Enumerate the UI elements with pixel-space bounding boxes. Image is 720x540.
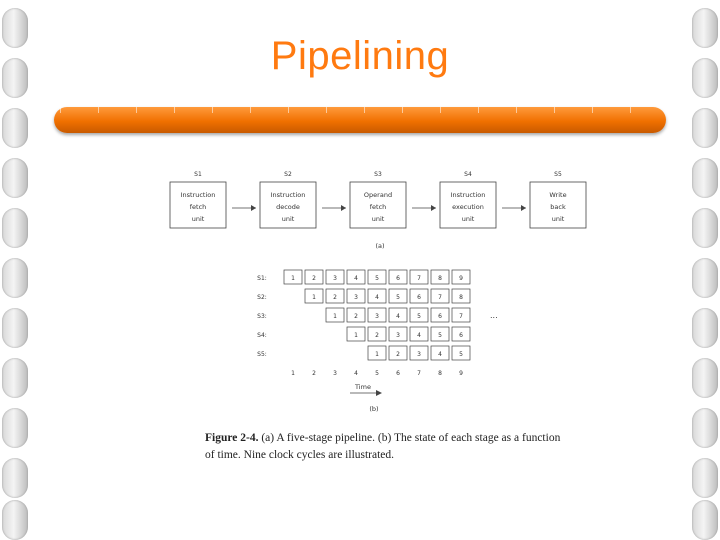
- grid-cell-value: 4: [417, 332, 421, 339]
- caption-label: Figure 2-4.: [205, 432, 259, 444]
- grid-cell-value: 5: [375, 275, 379, 282]
- binder-ring: [692, 158, 718, 198]
- grid-cell-value: 1: [333, 313, 337, 320]
- slide-title: Pipelining: [270, 34, 450, 78]
- time-tick-label: 9: [459, 370, 463, 377]
- binder-ring: [692, 358, 718, 398]
- time-tick-label: 5: [375, 370, 379, 377]
- stage-line2: fetch: [189, 203, 207, 211]
- grid-cell-value: 3: [354, 294, 358, 301]
- binder-rings-right: [680, 0, 720, 540]
- grid-cell-value: 5: [417, 313, 421, 320]
- grid-cell-value: 2: [354, 313, 358, 320]
- bar-ticks: [60, 107, 660, 113]
- stage-id-label: S2: [284, 171, 292, 178]
- binder-ring: [2, 258, 28, 298]
- time-tick-label: 4: [354, 370, 358, 377]
- grid-row-label: S5:: [257, 351, 267, 358]
- grid-cell-value: 6: [438, 313, 442, 320]
- grid-cell-value: 3: [375, 313, 379, 320]
- stage-arrow-head: [431, 205, 436, 211]
- label-b: (b): [369, 405, 379, 413]
- binder-ring: [692, 108, 718, 148]
- binder-ring: [2, 408, 28, 448]
- label-a: (a): [375, 242, 385, 250]
- time-tick-label: 2: [312, 370, 316, 377]
- binder-ring: [2, 358, 28, 398]
- stage-line3: unit: [461, 215, 475, 223]
- stage-line3: unit: [551, 215, 565, 223]
- caption-text: (a) A five-stage pipeline. (b) The state of each stage as a function of time. Nine clock cycles are illustrated.: [205, 432, 561, 461]
- binder-ring: [692, 500, 718, 540]
- grid-cell-value: 6: [417, 294, 421, 301]
- grid-cell-value: 4: [375, 294, 379, 301]
- time-tick-label: 3: [333, 370, 337, 377]
- stage-line3: unit: [191, 215, 205, 223]
- grid-cell-value: 1: [375, 351, 379, 358]
- stage-line2: decode: [276, 203, 300, 211]
- grid-cell-value: 6: [396, 275, 400, 282]
- grid-cell-value: 5: [438, 332, 442, 339]
- grid-cell-value: 2: [312, 275, 316, 282]
- binder-ring: [692, 208, 718, 248]
- binder-rings-left: [0, 0, 40, 540]
- grid-cell-value: 5: [459, 351, 463, 358]
- grid-cell-value: 4: [438, 351, 442, 358]
- stage-line2: fetch: [369, 203, 387, 211]
- stage-id-label: S1: [194, 171, 202, 178]
- stage-line2: back: [550, 203, 566, 211]
- grid-cell-value: 3: [333, 275, 337, 282]
- grid-cell-value: 7: [417, 275, 421, 282]
- stage-line3: unit: [281, 215, 295, 223]
- stage-arrow-head: [521, 205, 526, 211]
- stage-arrow-head: [341, 205, 346, 211]
- time-tick-label: 7: [417, 370, 421, 377]
- binder-ring: [692, 308, 718, 348]
- stage-line1: Instruction: [180, 191, 216, 199]
- time-tick-label: 6: [396, 370, 400, 377]
- grid-cell-value: 4: [354, 275, 358, 282]
- stage-arrow-head: [251, 205, 256, 211]
- stage-line1: Instruction: [450, 191, 486, 199]
- time-arrow-head: [376, 390, 382, 396]
- grid-cell-value: 2: [333, 294, 337, 301]
- binder-ring: [2, 108, 28, 148]
- grid-row-label: S2:: [257, 294, 267, 301]
- stage-line1: Operand: [363, 191, 393, 199]
- stage-line1: Write: [549, 191, 567, 199]
- time-tick-label: 1: [291, 370, 295, 377]
- grid-cell-value: 7: [438, 294, 442, 301]
- binder-ring: [692, 408, 718, 448]
- grid-cell-value: 3: [417, 351, 421, 358]
- grid-cell-value: 1: [312, 294, 316, 301]
- grid-cell-value: 2: [396, 351, 400, 358]
- grid-cell-value: 3: [396, 332, 400, 339]
- stage-id-label: S5: [554, 171, 562, 178]
- grid-cell-value: 9: [459, 275, 463, 282]
- binder-ring: [2, 158, 28, 198]
- grid-cell-value: 5: [396, 294, 400, 301]
- grid-cell-value: 7: [459, 313, 463, 320]
- stage-line2: execution: [452, 203, 484, 211]
- binder-ring: [692, 258, 718, 298]
- binder-ring: [2, 208, 28, 248]
- grid-row-label: S4:: [257, 332, 267, 339]
- figure-caption: [205, 430, 565, 464]
- time-label: Time: [355, 383, 371, 391]
- stage-id-label: S3: [374, 171, 382, 178]
- binder-ring: [692, 458, 718, 498]
- grid-row-label: S3:: [257, 313, 267, 320]
- grid-row-label: S1:: [257, 275, 267, 282]
- grid-cell-value: 6: [459, 332, 463, 339]
- time-tick-label: 8: [438, 370, 442, 377]
- stage-line1: Instruction: [270, 191, 306, 199]
- binder-ring: [2, 500, 28, 540]
- grid-cell-value: 8: [459, 294, 463, 301]
- grid-cell-value: 8: [438, 275, 442, 282]
- stage-line3: unit: [371, 215, 385, 223]
- binder-ring: [2, 458, 28, 498]
- grid-cell-value: 2: [375, 332, 379, 339]
- grid-cell-value: 4: [396, 313, 400, 320]
- ellipsis: ...: [490, 311, 498, 320]
- binder-ring: [2, 308, 28, 348]
- grid-cell-value: 1: [291, 275, 295, 282]
- grid-cell-value: 1: [354, 332, 358, 339]
- stage-id-label: S4: [464, 171, 472, 178]
- title-underline-bar: [54, 107, 666, 133]
